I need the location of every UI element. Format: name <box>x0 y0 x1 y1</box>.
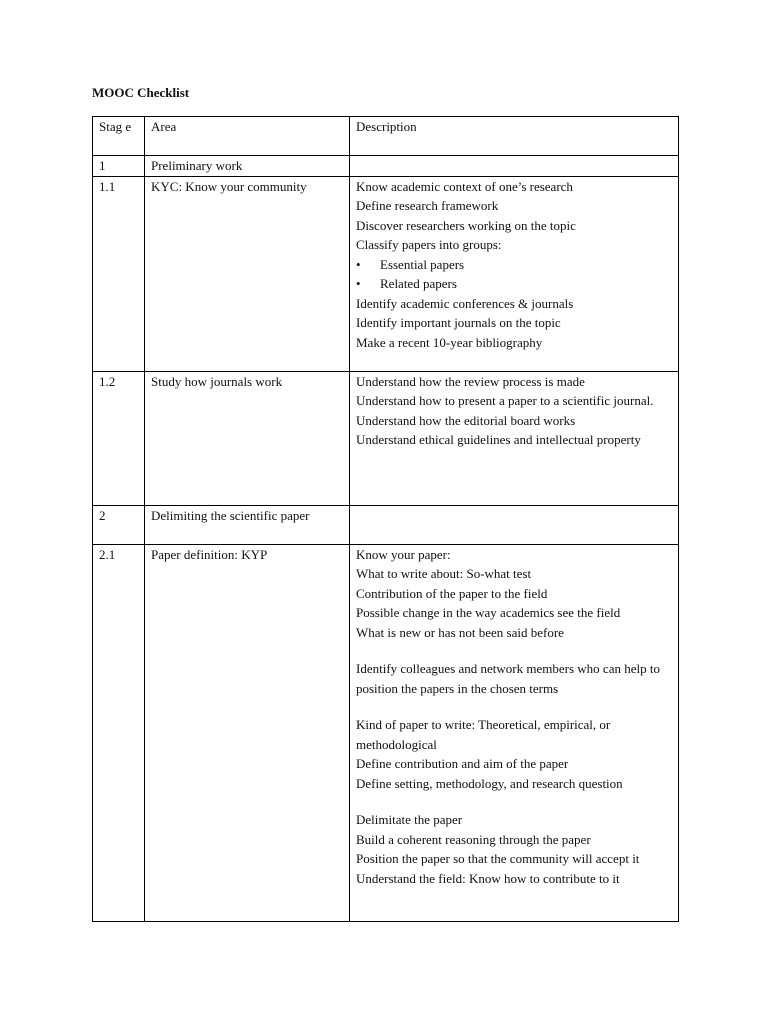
stage-cell: 1.1 <box>93 176 145 371</box>
description-cell <box>350 156 679 177</box>
description-line: Know academic context of one’s research <box>356 178 573 194</box>
stage-cell: 1.2 <box>93 371 145 505</box>
header-area: Area <box>145 117 350 156</box>
description-line: Identify important journals on the topic <box>356 315 561 330</box>
document-title: MOOC Checklist <box>92 85 190 100</box>
description-line: Understand how to present a paper to a scientific journal. <box>356 393 654 408</box>
header-description: Description <box>350 117 679 156</box>
checklist-table <box>92 116 679 922</box>
description-line: Identify academic conferences & journals <box>356 295 574 311</box>
table-row-section-1 <box>93 156 679 177</box>
stage-cell: 2 <box>93 505 145 544</box>
description-line: Identify colleagues and network members who can help to position the papers in the chosen terms <box>356 661 660 696</box>
description-line: Understand how the review process is made <box>356 373 585 389</box>
paragraph-gap <box>356 642 672 659</box>
description-cell <box>350 371 679 505</box>
bullet-text: Related papers <box>380 276 457 291</box>
description-line: Define research framework <box>356 198 499 213</box>
header-stage: Stag e <box>93 117 145 156</box>
description-line: Define contribution and aim of the paper <box>356 756 569 771</box>
paragraph-gap <box>356 698 672 715</box>
stage-cell: 2.1 <box>93 544 145 921</box>
bullet-text: Essential papers <box>380 256 465 272</box>
table-row-1-1 <box>93 176 679 371</box>
area-cell: Preliminary work <box>145 156 350 177</box>
description-line: Understand ethical guidelines and intellectual property <box>356 432 641 447</box>
bullet-icon: • <box>356 276 361 291</box>
description-line: Discover researchers working on the topic <box>356 217 576 233</box>
description-line: What is new or has not been said before <box>356 624 564 640</box>
bullet-item <box>356 255 672 275</box>
description-line: Classify papers into groups: <box>356 237 502 252</box>
description-cell <box>350 544 679 921</box>
description-cell <box>350 176 679 371</box>
description-line: Understand how the editorial board works <box>356 412 576 428</box>
description-line: Define setting, methodology, and research question <box>356 775 623 791</box>
description-line: Kind of paper to write: Theoretical, empirical, or methodological <box>356 717 611 752</box>
description-line: Delimitate the paper <box>356 812 463 827</box>
description-line: What to write about: So-what test <box>356 566 532 581</box>
area-cell: Paper definition: KYP <box>145 544 350 921</box>
bullet-icon: • <box>356 256 361 272</box>
description-line: Know your paper: <box>356 546 451 562</box>
table-row-1-2 <box>93 371 679 505</box>
description-line: Make a recent 10-year bibliography <box>356 334 543 350</box>
description-line: Build a coherent reasoning through the paper <box>356 831 591 847</box>
description-line: Contribution of the paper to the field <box>356 585 548 601</box>
description-line: Possible change in the way academics see the field <box>356 605 621 620</box>
stage-cell: 1 <box>93 156 145 177</box>
area-cell: KYC: Know your community <box>145 176 350 371</box>
table-row-2-1 <box>93 544 679 921</box>
table-row-section-2 <box>93 505 679 544</box>
area-cell: Delimiting the scientific paper <box>145 505 350 544</box>
paragraph-gap <box>356 793 672 810</box>
description-cell <box>350 505 679 544</box>
description-line: Understand the field: Know how to contribute to it <box>356 870 620 886</box>
table-header-row <box>93 117 679 156</box>
bullet-item <box>356 274 672 294</box>
area-cell: Study how journals work <box>145 371 350 505</box>
description-line: Position the paper so that the community will accept it <box>356 851 640 866</box>
